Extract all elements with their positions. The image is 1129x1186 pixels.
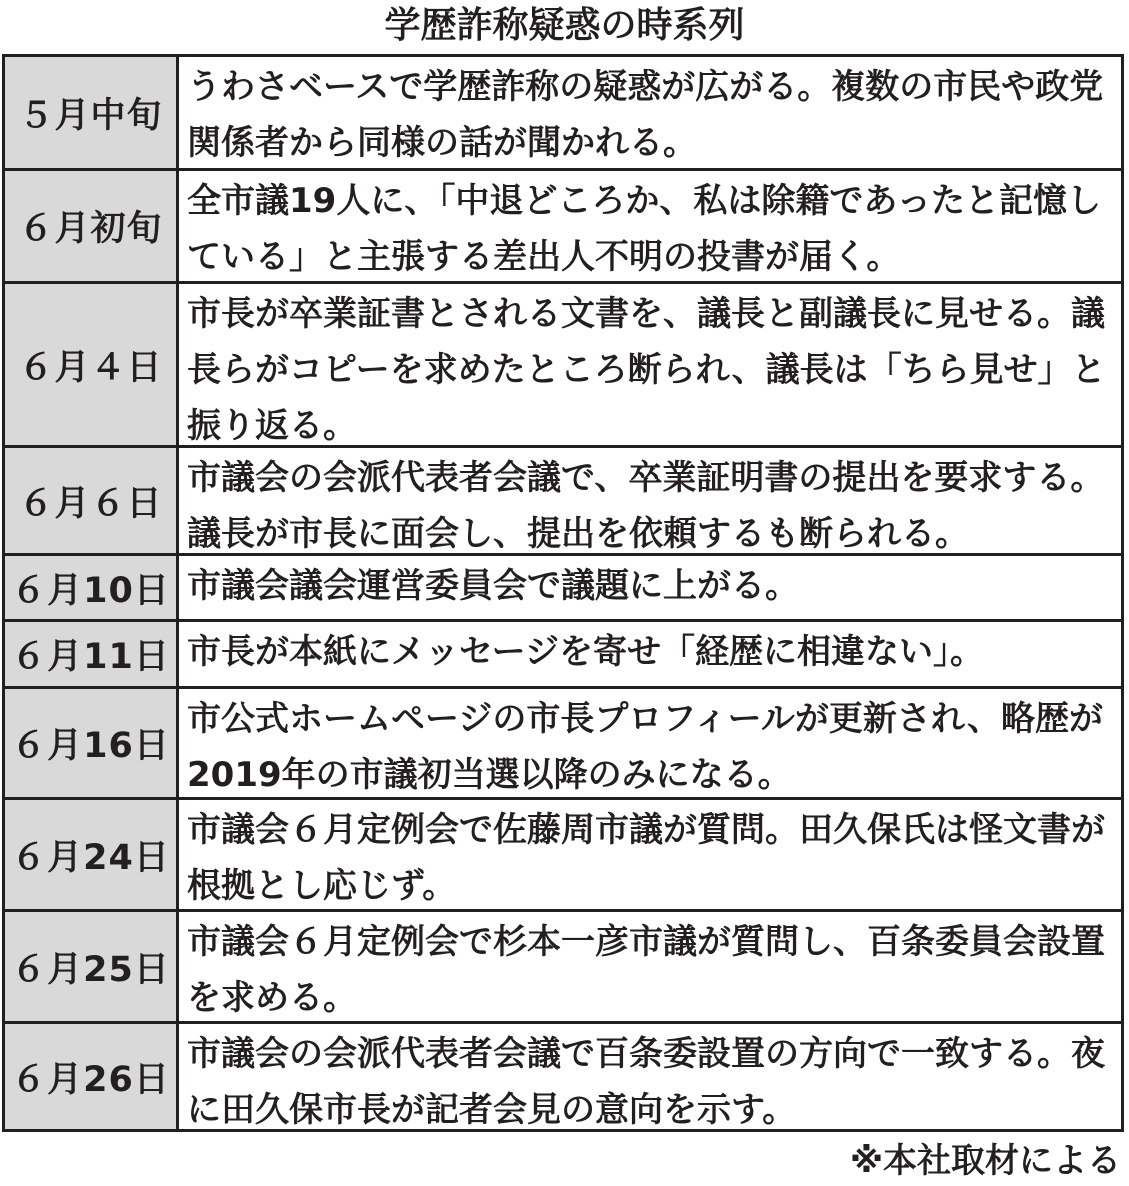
- table-row: [5, 57, 1121, 168]
- date-cell: ６月４日: [5, 284, 179, 445]
- event-cell: 市議会の会派代表者会議で、卒業証明書の提出を要求する。議長が市長に面会し、提出を依頼するも断られる。: [187, 458, 1105, 553]
- table-row: [5, 168, 1121, 281]
- date-cell: ５月中旬: [5, 57, 179, 168]
- event-cell: 市長が卒業証書とされる文書を、議長と副議長に見せる。議長らがコピーを求めたところ断られ、議長は「ちら見せ」と振り返る。: [187, 294, 1106, 445]
- table-row: [5, 281, 1121, 445]
- date-cell: ６月26日: [5, 1024, 179, 1129]
- event-cell: 市議会６月定例会で佐藤周市議が質問。田久保氏は怪文書が根拠とし応じず。: [187, 810, 1105, 906]
- date-cell: ６月11日: [5, 622, 179, 686]
- table-row: [5, 553, 1121, 619]
- page-title: 学歴詐称疑惑の時系列: [384, 5, 745, 46]
- date-cell: ６月16日: [5, 689, 179, 797]
- table-row: [5, 445, 1121, 553]
- table-row: [5, 1021, 1121, 1129]
- table-row: [5, 619, 1121, 686]
- source-note: ※本社取材による: [849, 1141, 1121, 1181]
- date-cell: ６月24日: [5, 800, 179, 909]
- event-cell: 市長が本紙にメッセージを寄せ「経歴に相違ない」。: [187, 632, 984, 672]
- event-cell: 全市議19人に、「中退どころか、私は除籍であったと記憶している」と主張する差出人不明の投書が届く。: [187, 181, 1101, 277]
- event-cell: 市公式ホームページの市長プロフィールが更新され、略歴が2019年の市議初当選以降のみになる。: [187, 699, 1103, 795]
- timeline-table: [2, 54, 1124, 1132]
- table-row: [5, 909, 1121, 1021]
- table-row: [5, 686, 1121, 797]
- date-cell: ６月25日: [5, 912, 179, 1021]
- event-cell: うわさベースで学歴詐称の疑惑が広がる。複数の市民や政党関係者から同様の話が聞かれる。: [187, 67, 1104, 163]
- date-cell: ６月初旬: [5, 171, 179, 281]
- event-cell: 市議会の会派代表者会議で百条委設置の方向で一致する。夜に田久保市長が記者会見の意向を示す。: [187, 1034, 1105, 1129]
- event-cell: 市議会６月定例会で杉本一彦市議が質問し、百条委員会設置を求める。: [187, 922, 1105, 1018]
- date-cell: ６月６日: [5, 448, 179, 553]
- date-cell: ６月10日: [5, 556, 179, 619]
- table-row: [5, 797, 1121, 909]
- event-cell: 市議会議会運営委員会で議題に上がる。: [187, 566, 799, 606]
